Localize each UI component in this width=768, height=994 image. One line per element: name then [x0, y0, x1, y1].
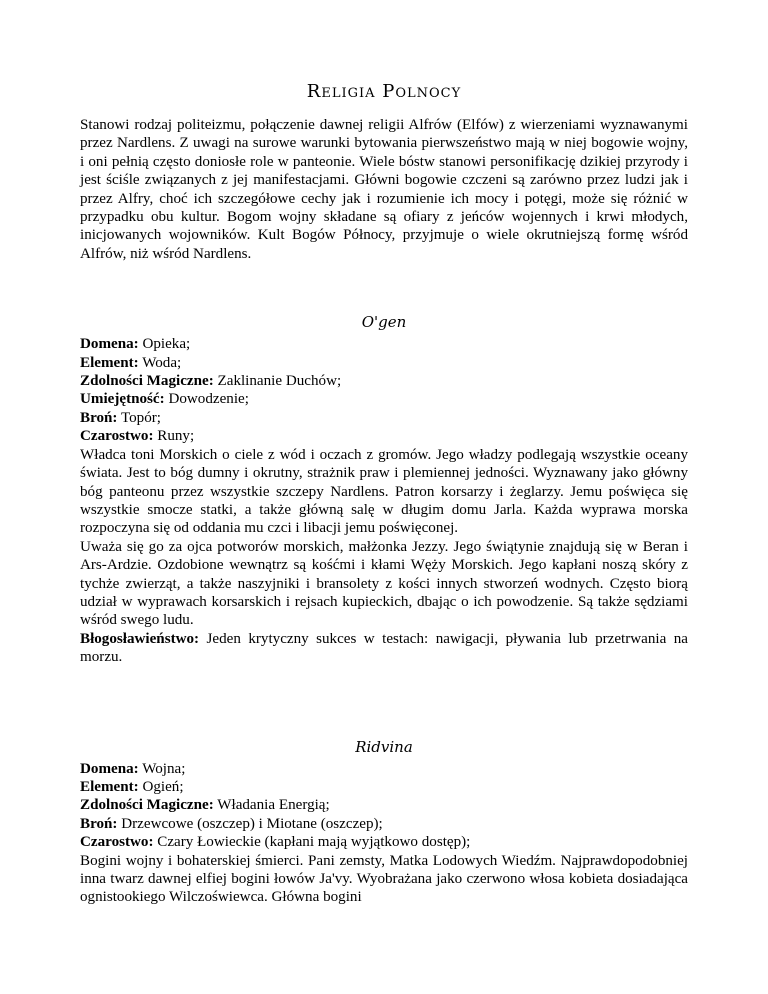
ogen-description-2: Uważa się go za ojca potworów morskich, małżonka Jezzy. Jego świątynie znajdują się w Beran i Ars-Ardzie. Ozdobione wewnątrz są kośćmi i kłami Węży Morskich. Jego kapłani noszą skóry z tychże zwierząt, a także naszyjniki i bransolety z kości innych stworzeń wodnych. Często biorą udział w wyprawach korsarskich i rejsach kupieckich, dbając o ich powodzenie. Są także sędziami wśród swego ludu.: [80, 538, 688, 629]
ridvina-description: Bogini wojny i bohaterskiej śmierci. Pani zemsty, Matka Lodowych Wiedźm. Najprawdopodobniej inna twarz dawnej elfiej bogini łowów Ja'vy. Wyobrażana jako czerwono włosa kobieta dosiadająca ognistookiego Wilczoświewca. Główna bogini: [80, 852, 688, 906]
attr-value: Ogień;: [138, 778, 184, 795]
attr-line: [80, 760, 688, 778]
attr-value: Woda;: [138, 354, 182, 371]
spacer: [80, 667, 688, 736]
attr-line: [80, 796, 688, 814]
page-title: Religia Polnocy: [306, 81, 462, 102]
attr-value: Władania Energią;: [213, 797, 330, 814]
attr-value: Drzewcowe (oszczep) i Miotane (oszczep);: [117, 815, 383, 832]
attr-label: Element:: [80, 354, 139, 371]
attr-value: Zaklinanie Duchów;: [213, 373, 342, 390]
attr-line: [80, 409, 688, 427]
attr-label: Czarostwo:: [80, 428, 154, 445]
attr-label: Element:: [80, 778, 139, 795]
attr-line: [80, 354, 688, 372]
attr-line: [80, 335, 688, 353]
blessing-text: Jeden krytyczny sukces w testach: nawigacji, pływania lub przetrwania na morzu.: [80, 630, 688, 666]
attr-value: Czary Łowieckie (kapłani mają wyjątkowo dostęp);: [153, 834, 471, 851]
ogen-blessing: [80, 630, 688, 667]
ogen-description-1: Władca toni Morskich o ciele z wód i oczach z gromów. Jego władzy podlegają wszystkie oceany świata. Jest to bóg dumny i okrutny, strażnik praw i plemiennej jedności. Wyznawany jako główny bóg panteonu przez wszystkie szczepy Nardlens. Patron korsarzy i żeglarzy. Jemu poświęca się wszystkie smocze statki, a także główną salę w długim domu Jarla. Każda wyprawa morska rozpoczyna się od oddania mu czci i libacji jemu poświęconej.: [80, 446, 688, 537]
attr-value: Dowodzenie;: [164, 391, 249, 408]
attr-value: Wojna;: [138, 760, 186, 777]
attr-line: [80, 815, 688, 833]
attr-line: [80, 427, 688, 445]
blessing-label: Błogosławieństwo:: [80, 630, 200, 647]
attr-label: Czarostwo:: [80, 834, 154, 851]
attr-value: Runy;: [153, 428, 195, 445]
attr-label: Zdolności Magiczne:: [80, 373, 214, 390]
spacer: [80, 263, 688, 311]
attr-label: Zdolności Magiczne:: [80, 797, 214, 814]
attr-label: Broń:: [80, 815, 118, 832]
attr-label: Domena:: [80, 336, 139, 353]
attr-line: [80, 372, 688, 390]
document-page: [80, 72, 688, 907]
intro-paragraph: Stanowi rodzaj politeizmu, połączenie dawnej religii Alfrów (Elfów) z wierzeniami wyznawanymi przez Nardlens. Z uwagi na surowe warunki bytowania pierwszeństwo mają w niej bogowie wojny, i oni pełnią często doniosłe role w panteonie. Wiele bóstw stanowi personifikację dzikiej przyrody i jest ściśle związanych z jej manifestacjami. Główni bogowie czczeni są zarówno przez ludzi jak i przez Alfry, choć ich szczegółowe cechy jak i rozumienie ich mocy i potęgi, może się różnić w przypadku obu kultur. Bogom wojny składane są ofiary z jeńców wojennych i krwi młodych, inicjowanych wojowników. Kult Bogów Północy, przyjmuje o wiele okrutniejszą formę wśród Alfrów, niż wśród Nardlens.: [80, 117, 688, 262]
ridvina-attributes: [80, 760, 688, 852]
deity-title-ogen: O'gen: [361, 313, 407, 332]
attr-line: [80, 778, 688, 796]
attr-label: Umiejętność:: [80, 391, 165, 408]
attr-line: [80, 390, 688, 408]
ogen-attributes: [80, 335, 688, 445]
attr-label: Domena:: [80, 760, 139, 777]
attr-label: Broń:: [80, 409, 118, 426]
attr-line: [80, 833, 688, 851]
deity-title-ridvina: Ridvina: [355, 737, 413, 756]
attr-value: Opieka;: [138, 336, 191, 353]
attr-value: Topór;: [117, 409, 161, 426]
